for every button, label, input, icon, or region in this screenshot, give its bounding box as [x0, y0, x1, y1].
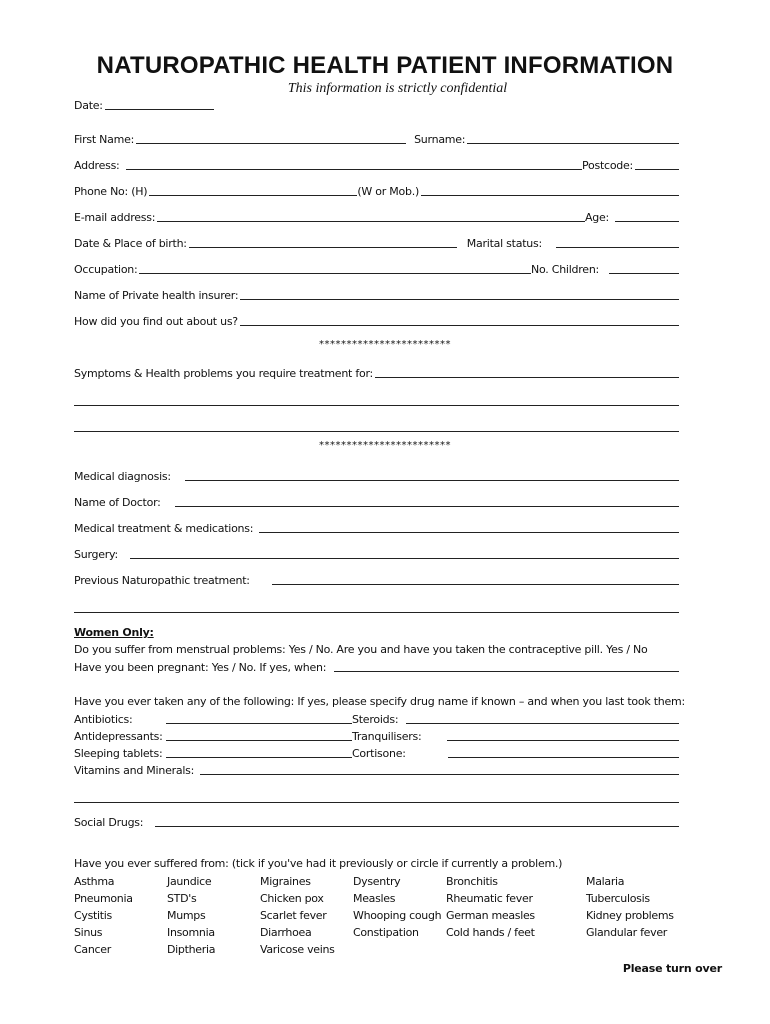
- phone-home-field[interactable]: [149, 195, 357, 196]
- condition-item[interactable]: Measles: [353, 892, 396, 905]
- antidepressants-label: Antidepressants:: [74, 730, 163, 743]
- sleeping-field[interactable]: [166, 757, 352, 758]
- condition-item[interactable]: Whooping cough: [353, 909, 442, 922]
- children-field[interactable]: [609, 273, 679, 274]
- referral-label: How did you find out about us?: [74, 315, 238, 328]
- condition-item[interactable]: Diarrhoea: [260, 926, 312, 939]
- first-name-label: First Name:: [74, 133, 135, 146]
- vitamins-label: Vitamins and Minerals:: [74, 764, 195, 777]
- insurer-field[interactable]: [240, 299, 679, 300]
- address-field[interactable]: [126, 169, 582, 170]
- condition-item[interactable]: Pneumonia: [74, 892, 133, 905]
- date-field[interactable]: [105, 109, 214, 110]
- condition-item[interactable]: Diptheria: [167, 943, 216, 956]
- condition-item[interactable]: Mumps: [167, 909, 206, 922]
- address-row: [74, 156, 679, 172]
- surgery-field[interactable]: [130, 558, 679, 559]
- antibiotics-field[interactable]: [166, 723, 352, 724]
- marital-field[interactable]: [556, 247, 679, 248]
- section-divider: ************************: [319, 339, 451, 350]
- email-field[interactable]: [157, 221, 585, 222]
- menstrual-question: Do you suffer from menstrual problems: Yes / No. Are you and have you taken the contraceptive pill. Yes / No: [74, 643, 648, 656]
- conditions-intro: Have you ever suffered from: (tick if you've had it previously or circle if currently a problem.): [74, 857, 563, 870]
- date-label: Date:: [74, 99, 103, 112]
- condition-item[interactable]: Constipation: [353, 926, 419, 939]
- occupation-row: [74, 260, 679, 276]
- treatment-row: [74, 519, 679, 535]
- condition-item[interactable]: STD's: [167, 892, 197, 905]
- referral-row: [74, 312, 679, 328]
- condition-item[interactable]: Chicken pox: [260, 892, 324, 905]
- vitamins-row: [74, 761, 679, 777]
- dob-row: [74, 234, 679, 250]
- condition-item[interactable]: Insomnia: [167, 926, 215, 939]
- drugs-intro: Have you ever taken any of the following: If yes, please specify drug name if known – and when you last took them:: [74, 695, 685, 708]
- address-label: Address:: [74, 159, 120, 172]
- symptoms-extra-line[interactable]: [74, 431, 679, 432]
- cortisone-field[interactable]: [448, 757, 679, 758]
- confidential-subtitle: This information is strictly confidential: [287, 81, 508, 96]
- social-drugs-row: [74, 813, 679, 829]
- antidepressants-field[interactable]: [166, 740, 352, 741]
- occupation-label: Occupation:: [74, 263, 138, 276]
- vitamins-extra-line[interactable]: [74, 802, 679, 803]
- prev-naturo-label: Previous Naturopathic treatment:: [74, 574, 250, 587]
- diagnosis-row: [74, 467, 679, 483]
- first-name-field[interactable]: [136, 143, 406, 144]
- surname-label: Surname:: [414, 133, 466, 146]
- tranquilisers-field[interactable]: [447, 740, 679, 741]
- steroids-field[interactable]: [406, 723, 679, 724]
- diagnosis-field[interactable]: [185, 480, 679, 481]
- symptoms-label: Symptoms & Health problems you require treatment for:: [74, 367, 373, 380]
- symptoms-row: [74, 364, 679, 380]
- condition-item[interactable]: Cystitis: [74, 909, 112, 922]
- form-title: NATUROPATHIC HEALTH PATIENT INFORMATION: [96, 52, 674, 79]
- sleeping-label: Sleeping tablets:: [74, 747, 163, 760]
- symptoms-extra-line[interactable]: [74, 405, 679, 406]
- postcode-label: Postcode:: [582, 159, 633, 172]
- women-heading: Women Only:: [74, 626, 154, 639]
- steroids-label: Steroids:: [352, 713, 399, 726]
- section-divider: ************************: [319, 440, 451, 451]
- age-label: Age:: [585, 211, 609, 224]
- phone-work-label: (W or Mob.): [357, 185, 419, 198]
- pregnant-label: Have you been pregnant: Yes / No. If yes, when:: [74, 661, 327, 674]
- sleeping-row: [74, 744, 679, 760]
- referral-field[interactable]: [240, 325, 679, 326]
- condition-item[interactable]: Asthma: [74, 875, 115, 888]
- condition-item[interactable]: Sinus: [74, 926, 103, 939]
- doctor-field[interactable]: [175, 506, 679, 507]
- condition-item[interactable]: Scarlet fever: [260, 909, 327, 922]
- antidepressants-row: [74, 727, 679, 743]
- age-field[interactable]: [615, 221, 679, 222]
- antibiotics-row: [74, 710, 679, 726]
- condition-item[interactable]: Cancer: [74, 943, 111, 956]
- surgery-row: [74, 545, 679, 561]
- surname-field[interactable]: [467, 143, 679, 144]
- social-drugs-label: Social Drugs:: [74, 816, 144, 829]
- condition-item[interactable]: Bronchitis: [446, 875, 498, 888]
- symptoms-field[interactable]: [375, 377, 679, 378]
- cortisone-label: Cortisone:: [352, 747, 406, 760]
- phone-home-label: Phone No: (H): [74, 185, 148, 198]
- doctor-row: [74, 493, 679, 509]
- dob-label: Date & Place of birth:: [74, 237, 187, 250]
- dob-field[interactable]: [189, 247, 457, 248]
- please-turn-over: Please turn over: [622, 962, 722, 975]
- surgery-label: Surgery:: [74, 548, 118, 561]
- pregnant-row: [74, 658, 679, 674]
- children-label: No. Children:: [531, 263, 599, 276]
- treatment-label: Medical treatment & medications:: [74, 522, 254, 535]
- pregnant-field[interactable]: [334, 671, 679, 672]
- social-drugs-field[interactable]: [155, 826, 679, 827]
- condition-item[interactable]: Varicose veins: [260, 943, 335, 956]
- diagnosis-label: Medical diagnosis:: [74, 470, 171, 483]
- insurer-label: Name of Private health insurer:: [74, 289, 239, 302]
- prev-naturo-field[interactable]: [272, 584, 679, 585]
- prev-naturo-row: [74, 571, 679, 587]
- date-row: [74, 96, 214, 112]
- phone-work-field[interactable]: [421, 195, 679, 196]
- antibiotics-label: Antibiotics:: [74, 713, 133, 726]
- occupation-field[interactable]: [139, 273, 531, 274]
- postcode-field[interactable]: [635, 169, 679, 170]
- condition-item[interactable]: Malaria: [586, 875, 625, 888]
- condition-item[interactable]: Jaundice: [167, 875, 212, 888]
- condition-item[interactable]: Kidney problems: [586, 909, 674, 922]
- doctor-label: Name of Doctor:: [74, 496, 161, 509]
- condition-item[interactable]: Rheumatic fever: [446, 892, 533, 905]
- condition-item[interactable]: Migraines: [260, 875, 311, 888]
- condition-item[interactable]: Glandular fever: [586, 926, 668, 939]
- condition-item[interactable]: German measles: [446, 909, 535, 922]
- vitamins-field[interactable]: [200, 774, 679, 775]
- tranquilisers-label: Tranquilisers:: [352, 730, 422, 743]
- email-label: E-mail address:: [74, 211, 156, 224]
- treatment-field[interactable]: [259, 532, 679, 533]
- prev-naturo-extra-line[interactable]: [74, 612, 679, 613]
- name-row: [74, 130, 679, 146]
- condition-item[interactable]: Cold hands / feet: [446, 926, 535, 939]
- email-row: [74, 208, 679, 224]
- phone-row: [74, 182, 679, 198]
- marital-label: Marital status:: [466, 237, 542, 250]
- condition-item[interactable]: Dysentry: [353, 875, 401, 888]
- condition-item[interactable]: Tuberculosis: [586, 892, 650, 905]
- insurer-row: [74, 286, 679, 302]
